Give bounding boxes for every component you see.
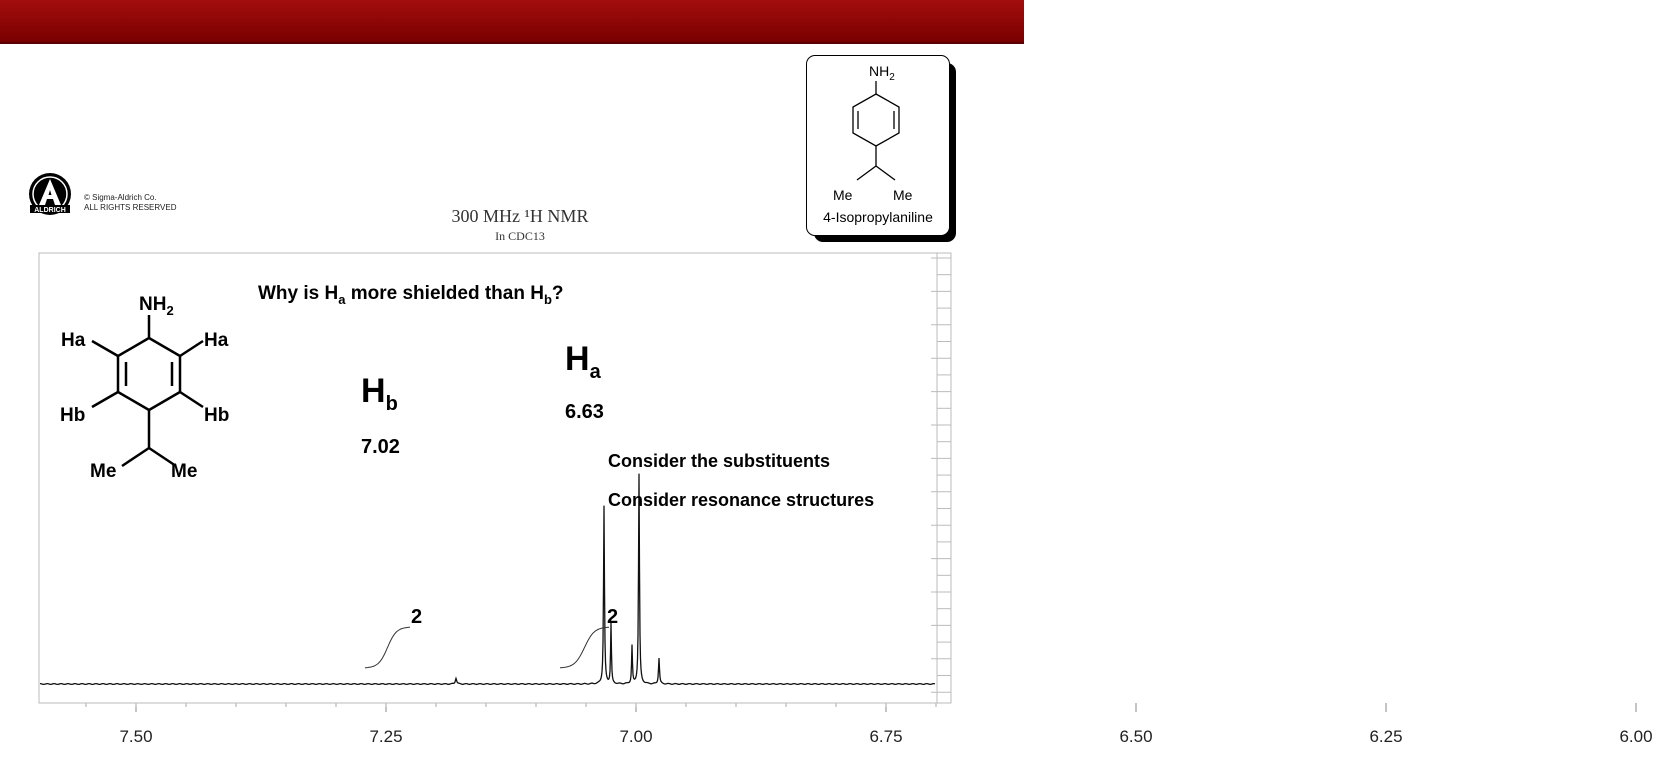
x-axis-ticks	[86, 703, 1636, 712]
structure-hb-left-label: Hb	[60, 405, 86, 426]
hint-substituents: Consider the substituents	[608, 451, 831, 471]
spectrum-solvent: In CDC13	[495, 229, 545, 243]
structure-diagram	[92, 315, 203, 466]
structure-me-left-label: Me	[90, 461, 117, 482]
molecule-name: 4-Isopropylaniline	[823, 209, 933, 225]
peak-hb-shift: 7.02	[361, 436, 400, 458]
x-tick-label: 6.25	[1369, 727, 1403, 746]
structure-ha-right-label: Ha	[204, 330, 229, 351]
peak-hb-integral: 2	[411, 606, 423, 628]
structure-hb-right-label: Hb	[204, 405, 230, 426]
peak-hb-label: $H_b$	[361, 372, 398, 415]
integral-curve-hb	[365, 627, 410, 667]
x-tick-label: 6.50	[1119, 727, 1153, 746]
copyright-notice: © Sigma-Aldrich Co. ALL RIGHTS RESERVED	[84, 193, 177, 212]
structure-ha-left-label: Ha	[61, 330, 86, 351]
methyl-left-label: Me	[833, 187, 853, 203]
peak-ha-label: $H_a$	[565, 340, 601, 383]
right-axis-ticks	[931, 253, 951, 703]
hint-resonance: Consider resonance structures	[608, 490, 875, 510]
methyl-right-label: Me	[893, 187, 913, 203]
x-tick-label: 6.00	[1619, 727, 1653, 746]
amine-label: $NH_2$	[869, 63, 895, 83]
x-tick-label: 6.75	[869, 727, 903, 746]
spectrum-title: 300 MHz ¹H NMR	[451, 206, 589, 226]
structure-me-right-label: Me	[171, 461, 198, 482]
x-tick-label: 7.50	[119, 727, 153, 746]
question-text: Why is $H_a$ more shielded than $H_b$?	[258, 283, 564, 307]
logo-text: ALDRICH	[34, 207, 66, 214]
structure-amine-label: $NH_2$	[139, 294, 174, 318]
integral-curve-ha	[560, 627, 609, 667]
x-tick-label: 7.00	[619, 727, 653, 746]
peak-ha-shift: 6.63	[565, 401, 604, 423]
x-tick-label: 7.25	[369, 727, 403, 746]
peak-ha-integral: 2	[607, 606, 619, 628]
